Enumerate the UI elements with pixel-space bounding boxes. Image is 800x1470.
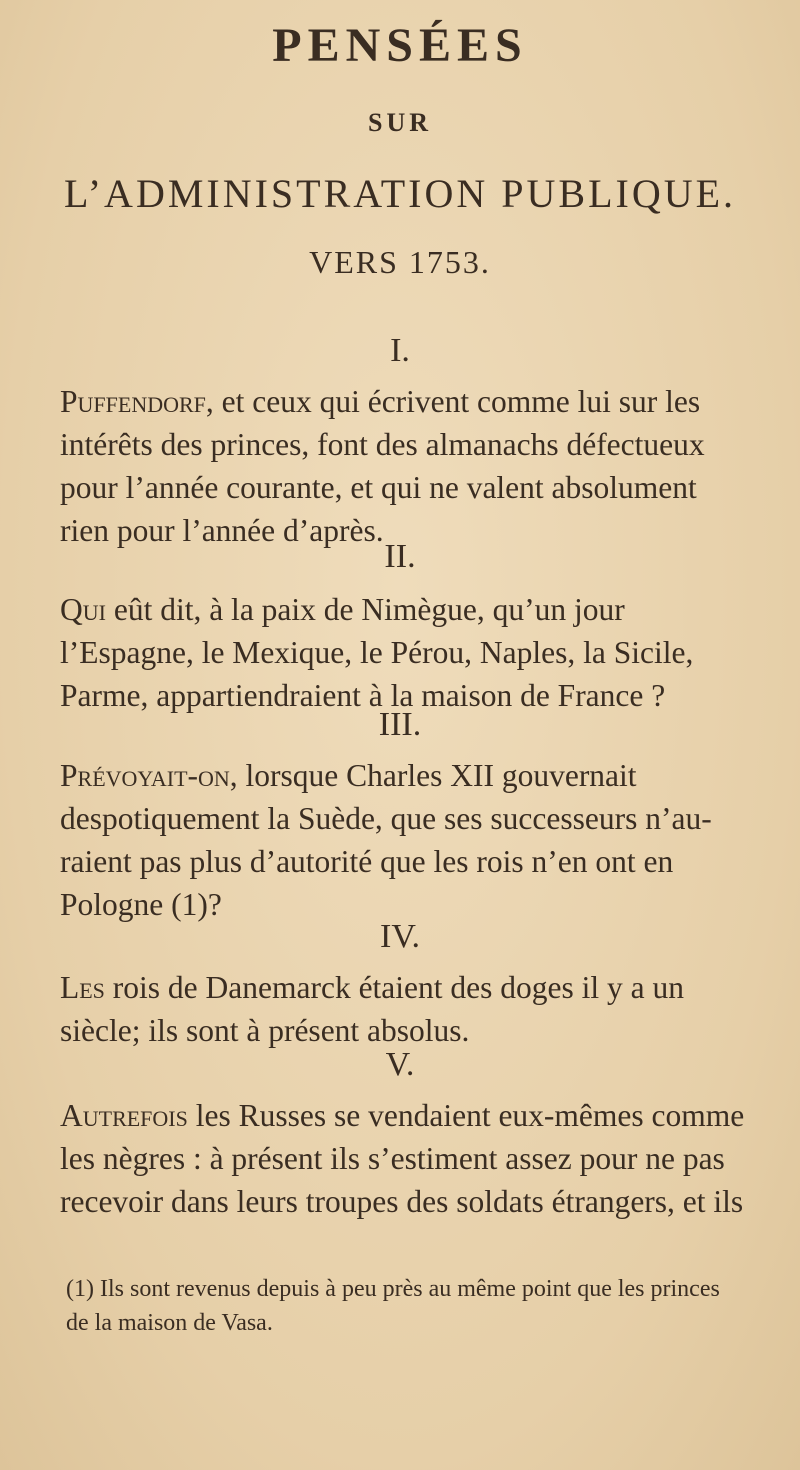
date-line: VERS 1753. xyxy=(309,244,491,280)
lead-word: Qui xyxy=(60,592,106,627)
paragraph-line: Prévoyait-on, lorsque Charles XII gouvernait xyxy=(60,758,637,793)
paragraph-line: Parme, appartiendraient à la maison de France ? xyxy=(60,678,666,713)
section-paragraph-5 xyxy=(60,1094,760,1223)
lead-word: Prévoyait-on xyxy=(60,758,230,793)
lead-word: Puffendorf xyxy=(60,384,206,419)
section-number-3: III. xyxy=(378,706,422,743)
page-title: PENSÉES xyxy=(272,19,528,72)
paragraph-line: les nègres : à présent ils s’estiment assez pour ne pas xyxy=(60,1141,725,1176)
section-number-2: II. xyxy=(384,538,416,575)
paragraph-line: despotiquement la Suède, que ses successeurs n’au- xyxy=(60,801,712,836)
lead-word: Autrefois xyxy=(60,1098,188,1133)
paragraph-line: Autrefois les Russes se vendaient eux-mêmes comme xyxy=(60,1098,745,1133)
paragraph-line: l’Espagne, le Mexique, le Pérou, Naples, la Sicile, xyxy=(60,635,694,670)
paragraph-line: siècle; ils sont à présent absolus. xyxy=(60,1013,470,1048)
lead-word: Les xyxy=(60,970,105,1005)
section-paragraph-2 xyxy=(60,588,760,717)
section-number-4: IV. xyxy=(380,918,420,955)
section-number-1: I. xyxy=(390,332,410,369)
section-paragraph-1 xyxy=(60,380,760,552)
footnote-line: de la maison de Vasa. xyxy=(66,1310,273,1336)
section-number-5: V. xyxy=(385,1046,415,1083)
footnote xyxy=(66,1272,766,1340)
title-connector: SUR xyxy=(367,108,432,137)
page-subtitle: L’ADMINISTRATION PUBLIQUE. xyxy=(63,171,737,216)
paragraph-line: Pologne (1)? xyxy=(60,887,222,922)
paragraph-line: Qui eût dit, à la paix de Nimègue, qu’un jour xyxy=(60,592,625,627)
paragraph-line: intérêts des princes, font des almanachs défectueux xyxy=(60,427,705,462)
paragraph-line: pour l’année courante, et qui ne valent absolument xyxy=(60,470,697,505)
paragraph-line: rien pour l’année d’après. xyxy=(60,513,384,548)
paragraph-line: Les rois de Danemarck étaient des doges il y a un xyxy=(60,970,684,1005)
paragraph-line: raient pas plus d’autorité que les rois n’en ont en xyxy=(60,844,674,879)
section-paragraph-3 xyxy=(60,754,760,926)
paragraph-line: Puffendorf, et ceux qui écrivent comme lui sur les xyxy=(60,384,701,419)
footnote-line: (1) Ils sont revenus depuis à peu près au même point que les princes xyxy=(66,1276,720,1302)
paragraph-line: recevoir dans leurs troupes des soldats étrangers, et ils xyxy=(60,1184,744,1219)
section-paragraph-4 xyxy=(60,966,760,1052)
